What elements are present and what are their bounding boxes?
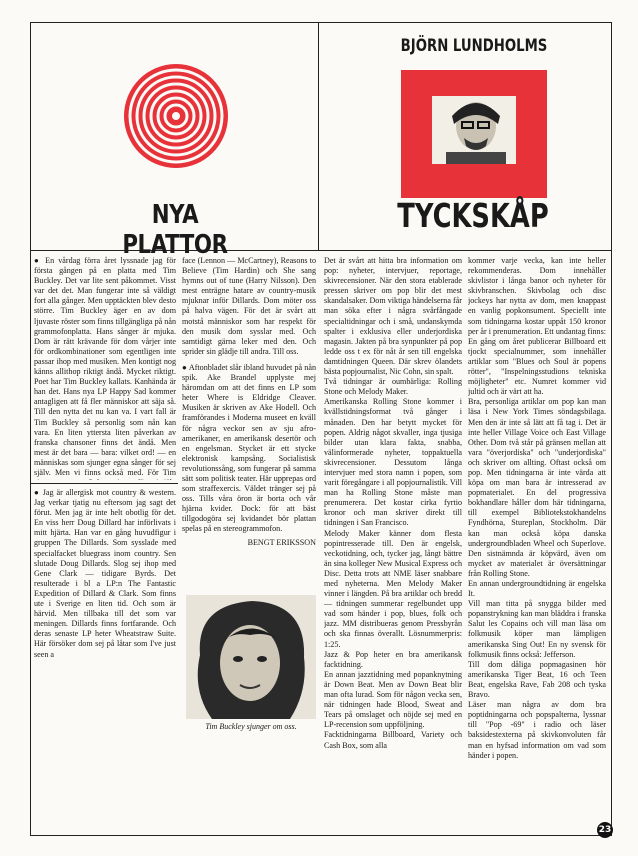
article-column-3 [324, 256, 462, 834]
paragraph: ● Aftonbladet slår ibland huvudet på nån spik. Ake Brandel upplyste mej häromdan om att det finns en LP som heter Where is Eldridge Cleaver. Musiken är skriven av Ake Hodell. Och framförandes i Moderna museet en kväll för några veckor sen av sju afro-amerikaner, en amerikansk desertör och en engelsman. Stycket är ett stycke elektronisk kampsång. Socialistisk revolutionssång, som fungerar på samma sätt som politisk teater. Här upprepas ord som straffexercis. Väldet tränger sej på oss. Tills våra öron är borta och vår hjärna kvider. Dock: för att bäst tillgodogöra sej kvidandet bör plattan spelas på en stereogrammofon. [182, 362, 316, 534]
article-column-1-bottom [34, 488, 176, 832]
paragraph: En annan jazztidning med popanknytning är Down Beat. Men av Down Beat blir man ofta lurad. Som för någon vecka sen, när tidningen hade Blood, Sweat and Tears på omslaget och nöjde sej med en LP-recension som uppföljning. [324, 669, 462, 730]
article-column-4 [468, 256, 606, 816]
page-number: 23 [597, 822, 613, 838]
paragraph: ● En vårdag förra året lyssnade jag för första gången på en platta med Tim Buckley. Det var lite sent påkommet. Visst var det det. Man fungerar inte så väldigt fort alla gånger. Men upptäckten blev desto större. Tim Buckley äger en av dom ljuvaste röster som finns tillgängliga på nån grammofonplatta. Hans sånger är mjuka. Dom är rätt krävande för dom vårjer inte för ordkombinationer som egentligen inte passar ihop med musiken. Men kontigt nog känns allithop riktigt ändå. Mycket riktigt. Poet har Tim Buckley kallats. Kanhända är han det. Hans nya LP Happy Sad kommer antagligen att få fler människor att säja så. Till den nytta det nu kan va. I vart fall är Tim Buckley så personlig som nån kan vara. En liten yttersta liten påverkan av franska chansoner finns det ändå. Men mest är det bara — bara: vilket ord! — en människas som sjunger egna sånger för sej själv. Men vi finns också med. För Tim [34, 256, 176, 477]
paragraph: kommer varje vecka, kan inte heller rekommenderas. Dom innehåller skivlistor i långa banor och nyheter för skivbranschen. Skivbolag och disc jockeys har nytta av dom, men knappast en vanlig popkonsument. Speciellt inte som tidningarna kostar uppåt 150 kronor per år i prenumeration. Ett undantag finns: En gång om året publicerar Billboard ett tjockt specialnummer, som innehåller artiklar som "Blues och Soul är popens rötter", "Inspelningsstudions tekniska möjligheter" etc. Numret kommer vid jultid och är värt att ha. [468, 256, 606, 397]
paragraph: Vill man titta på snygga bilder med popanstrykning kan man bläddra i franska Salut les Copains och vill man läsa om folkmusik köper man lämpligen amerikanska Sing Out! En ny svensk för folkmusik finns också: Jefferson. [468, 599, 606, 659]
column-divider [318, 22, 319, 250]
paragraph: ● Jag är allergisk mot country & western. Jag verkar tjatig nu eftersom jag sagt det förut. Men jag är inte helt obotlig för det. En viss herr Doug Dillard har införlivats i mitt hjärta. Han var en gång huvudfigur i gruppen The Dillards. Som sysslade med specialfacket bluegrass inom country. Sen slutade Doug Dillards. Slog sej ihop med Gene Clark — tidigare Byrds. Det resulterade i bl a LP:n The Fantastic Expedition of Dillard & Clark. Som finns ute i Sverige en liten tid. Och som är härvid. Men tillbaka till det som var meningen. Dillards finns fortfarande. Och deras senaste LP heter Wheatstraw Suite. Här försöker dom sej på låtar som I've just seen a [34, 488, 176, 659]
paragraph: Jazz & Pop heter en bra amerikansk facktidning. [324, 649, 462, 669]
paragraph: En annan undergroundtidning är engelska It. [468, 579, 606, 599]
author-portrait [432, 96, 516, 164]
article-column-2 [182, 256, 316, 592]
spiral-graphic [122, 62, 230, 170]
paragraph: Bra, personliga artiklar om pop kan man läsa i New York Times söndagsbilaga. Men den är inte så lätt att få tag i. Det är inte heller Village Voice och East Village Other. Dom två står på gränsen mellan att vara "överjordiska" och "underjordiska" och skriver om allting. Oftast också om pop. Men tidningarna är inte värda att köpa om man bara är intresserad av popmaterialet. En del progressiva bokhandlare håller dom här tidningarna, till exempel Bibliotekstokhandelns Fyndhörna, Stureplan, Stockholm. Där kan man också köpa danska undergroundbladen Wheel och Superlove. Den sistnämnda är köpvärd, även om mycket av materialet är översättningar från Rolling Stone. [468, 397, 606, 578]
article-column-1 [34, 256, 176, 480]
section-divider [30, 483, 178, 484]
paragraph: Amerikanska Rolling Stone kommer i kvällstidningsformat två gånger i månaden. Den har betytt mycket för popen. Aldrig något skvaller, inga tjusiga bilder utan klara fakta, snabba, välinformerade nyheter, toppaktuella skivrecensioner. Dessutom långa intervjuer med stora namn i popen, som varit föregångare i all popjournalistik. Vill man ha Rolling Stone måste man prenumerera. Det kostar cirka fyrtio kronor och man skriver direkt till tidningen i San Francisco. [324, 397, 462, 528]
paragraph: Det är svårt att hitta bra information om pop: nyheter, intervjuer, reportage, skivrecensioner. När den stora etablerade pressen skriver om pop blir det mest skandalsaker. Dom viktiga händelserna får man söka efter i några svårfångade specialtidningar och i små, undanskymda spalter i exklusiva eller underjordiska magasin. Jakten på bra synpunkter på pop ledde oss t ex för nåt år sen till engelska damtidningen Queen. Där skrev ölandets bästa popjournalist, Nic Cohn, sin spalt. [324, 256, 462, 377]
byline: BENGT ERIKSSON [247, 537, 316, 547]
tim-buckley-photo [186, 595, 316, 719]
column-kicker: BJÖRN LUNDHOLMS [400, 36, 548, 56]
paragraph: Två tidningar är oumbärliga: Rolling Stone och Melody Maker. [324, 377, 462, 397]
section-heading-nya-plattor: NYA PLATTOR [122, 200, 228, 260]
paragraph: Till dom dåliga popmagasinen hör amerikanska Tiger Beat, 16 och Teen Beat, engelska Rave, Fab 208 och tyska Bravo. [468, 659, 606, 700]
paragraph: Melody Maker känner dom flesta popintresserade till. Den är engelsk, veckotidning, och, tycker jag, långt bättre än sina kolleger New Musical Express och Disc. Detta trots att NME läser snabbare med nyheterna. Men Melody Maker vinner i längden. På bra artiklar och bredd — tidningen summerar regelbundet upp vad som händer i pop, blues, folk och jazz. MM distribueras genom Pressbyrån och ska finnas överallt. Lösnummerpris: 1:25. [324, 528, 462, 649]
paragraph: Läser man några av dom bra poptidningarna och popspalterna, lyssnar till "Pop -69" i radio och läser baksidestexterna på skivkonvoluten får man en hyfsad information om vad som händer i popen. [468, 700, 606, 760]
photo-caption: Tim Buckley sjunger om oss. [205, 722, 297, 731]
section-heading-tyckskap: TYCKSKÅP [397, 196, 549, 235]
paragraph: face (Lennon — McCartney), Reasons to Believe (Tim Hardin) och She sang hymns out of tune (Harry Nilsson). Den mest enträgne hatare av country-musik mjuknar inför Dillards. Dom möter oss på halva vägen. För det är svårt att motstå människor som har respekt för den musik dom sysslar med. Och samtidigt gärna leker med den. Och sprider sin glädje till andra. Till oss. [182, 256, 316, 356]
paragraph: Facktidningarna Billboard, Variety och Cash Box, som alla [324, 730, 462, 750]
